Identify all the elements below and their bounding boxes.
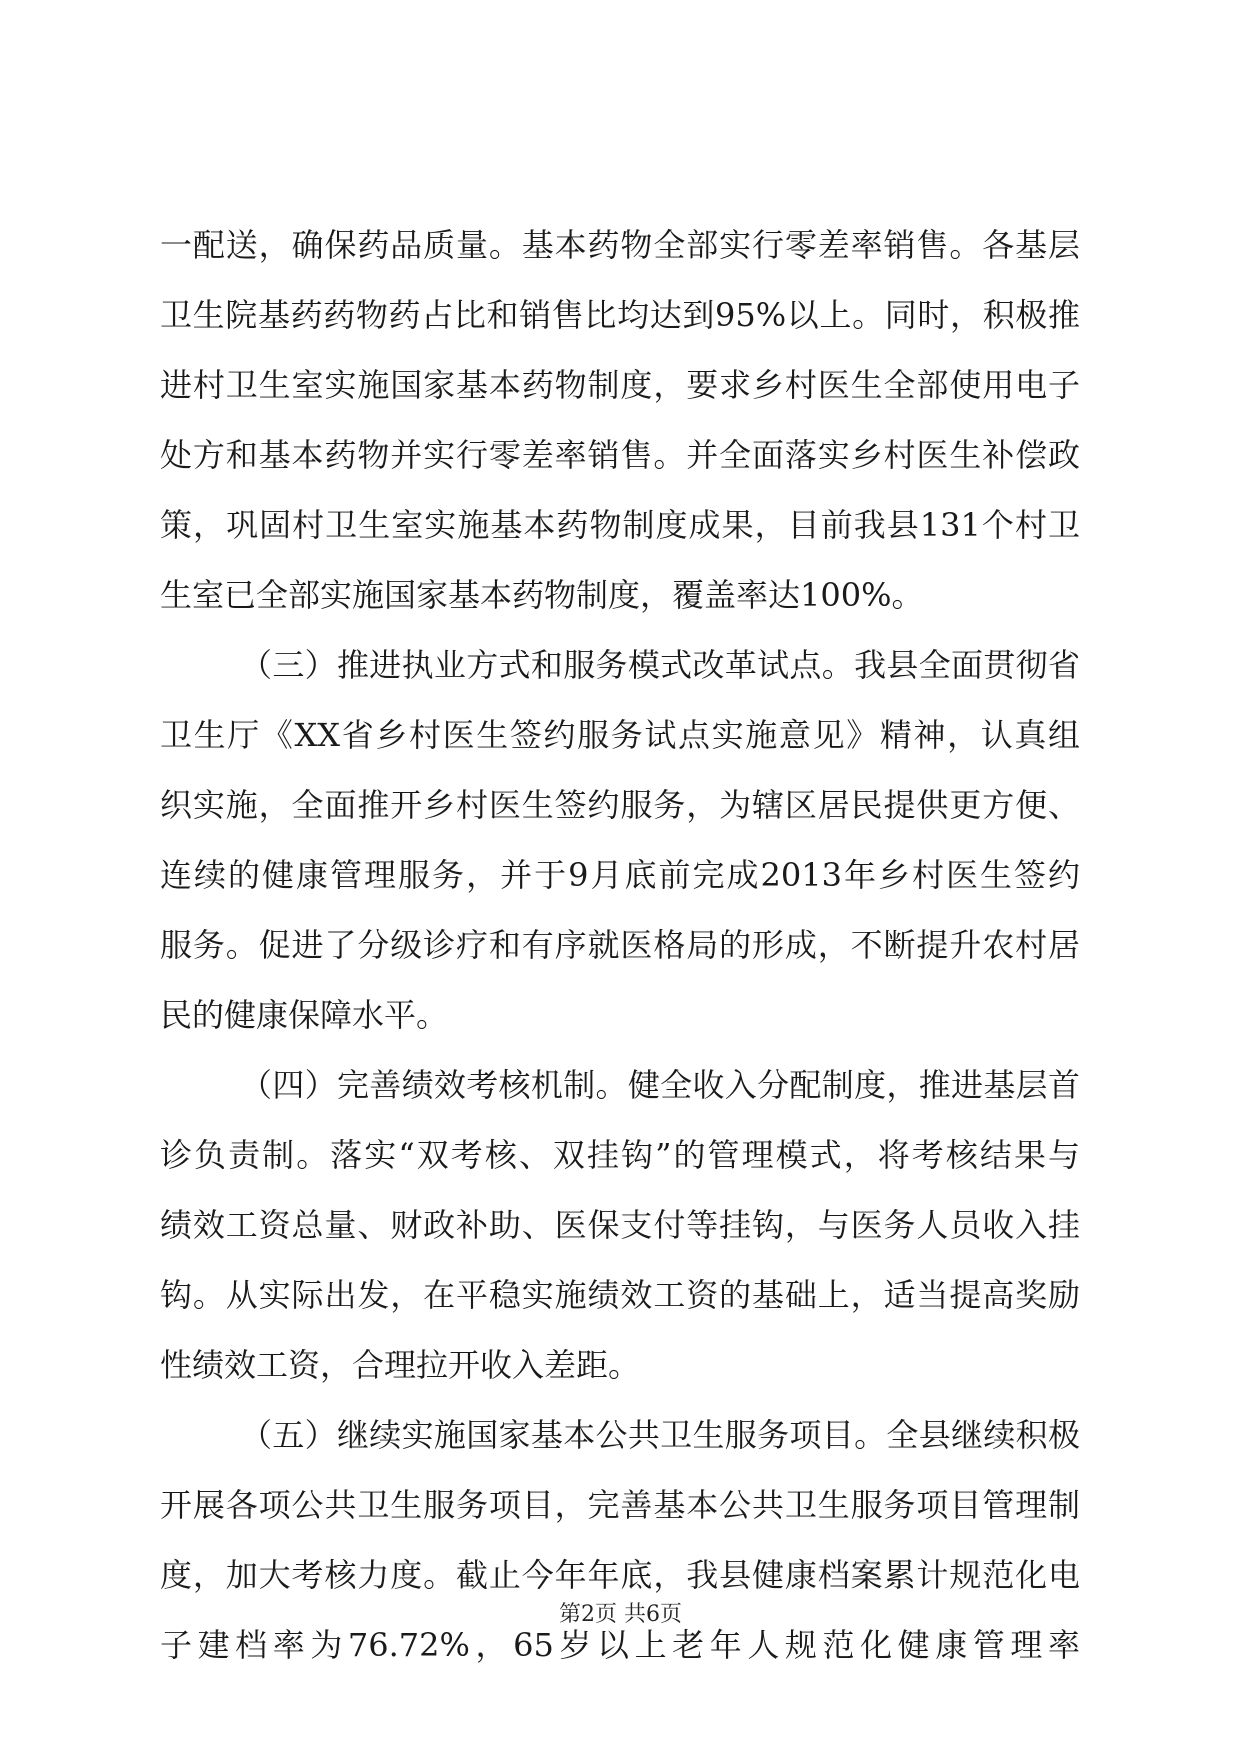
section-heading-line: （四）完善绩效考核机制。健全收入分配制度，推进基层首 — [240, 1066, 1080, 1104]
text-line: 钩。从实际出发，在平稳实施绩效工资的基础上，适当提高奖励 — [160, 1276, 1080, 1314]
text-line: 诊负责制。落实“双考核、双挂钩”的管理模式，将考核结果与 — [160, 1136, 1080, 1174]
page-number-footer: 第2页 共6页 — [559, 1602, 682, 1627]
text-line: 子建档率为76.72%，65岁以上老年人规范化健康管理率 — [160, 1626, 1080, 1664]
text-line: 度，加大考核力度。截止今年年底，我县健康档案累计规范化电 — [160, 1556, 1080, 1594]
text-line: 连续的健康管理服务，并于9月底前完成2013年乡村医生签约 — [160, 856, 1080, 894]
text-line: 卫生厅《XX省乡村医生签约服务试点实施意见》精神，认真组 — [160, 716, 1080, 754]
text-line: 开展各项公共卫生服务项目，完善基本公共卫生服务项目管理制 — [160, 1486, 1080, 1524]
section-heading-line: （三）推进执业方式和服务模式改革试点。我县全面贯彻省 — [240, 646, 1080, 684]
text-line: 进村卫生室实施国家基本药物制度，要求乡村医生全部使用电子 — [160, 366, 1080, 404]
text-line: 一配送，确保药品质量。基本药物全部实行零差率销售。各基层 — [160, 226, 1080, 264]
text-line: 服务。促进了分级诊疗和有序就医格局的形成，不断提升农村居 — [160, 926, 1080, 964]
text-line: 民的健康保障水平。 — [160, 996, 449, 1034]
text-line: 织实施，全面推开乡村医生签约服务，为辖区居民提供更方便、 — [160, 786, 1080, 824]
section-heading-line: （五）继续实施国家基本公共卫生服务项目。全县继续积极 — [240, 1416, 1080, 1454]
text-line: 策，巩固村卫生室实施基本药物制度成果，目前我县131个村卫 — [160, 506, 1080, 544]
document-body — [160, 210, 1080, 1680]
text-line: 处方和基本药物并实行零差率销售。并全面落实乡村医生补偿政 — [160, 436, 1080, 474]
text-line: 生室已全部实施国家基本药物制度，覆盖率达100%。 — [160, 576, 924, 614]
text-line: 卫生院基药药物药占比和销售比均达到95%以上。同时，积极推 — [160, 296, 1080, 334]
text-line: 绩效工资总量、财政补助、医保支付等挂钩，与医务人员收入挂 — [160, 1206, 1080, 1244]
text-line: 性绩效工资，合理拉开收入差距。 — [160, 1346, 641, 1384]
